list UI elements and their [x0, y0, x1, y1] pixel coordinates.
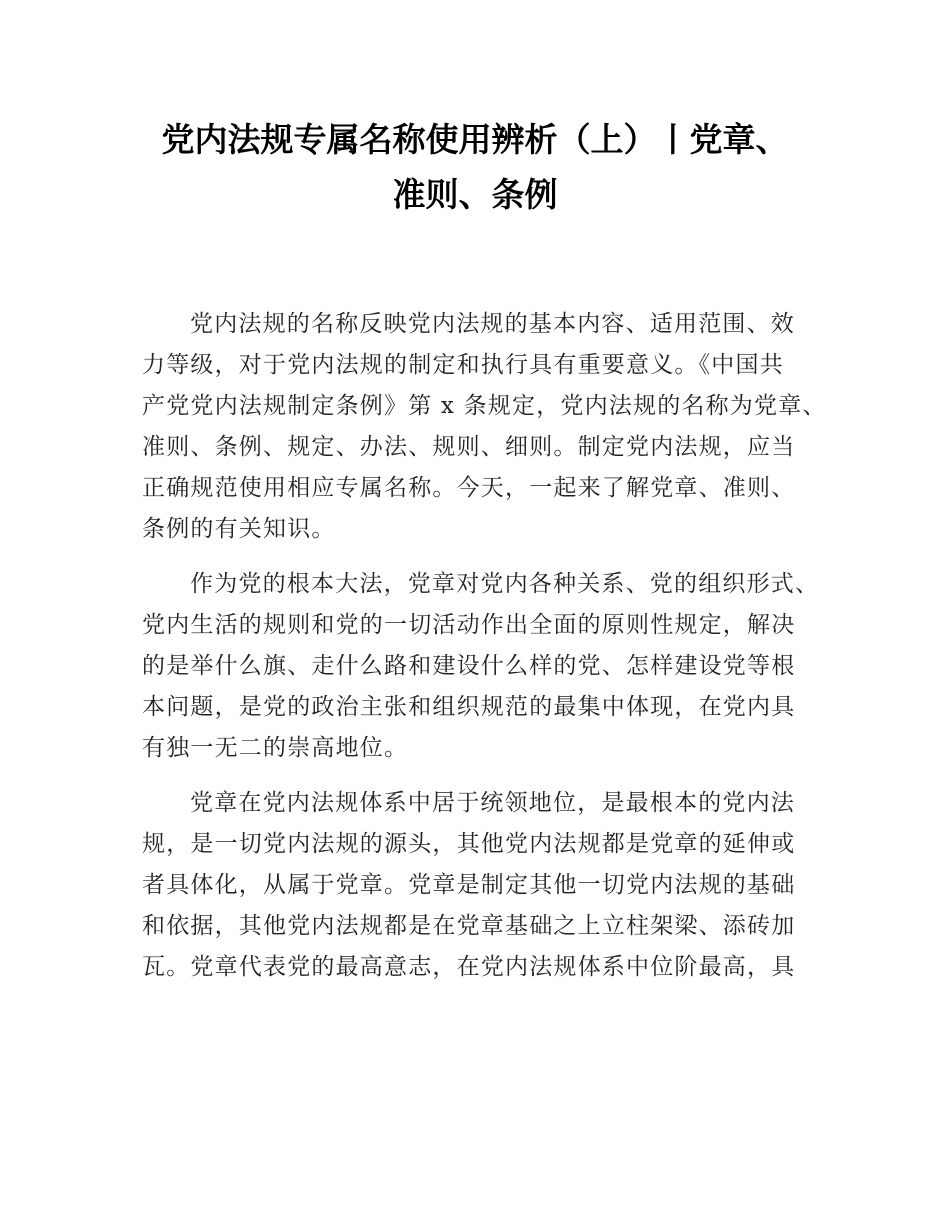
paragraph-line: 党内法规的名称反映党内法规的基本内容、适用范围、效 — [190, 311, 795, 337]
paragraph-line: 有独一无二的崇高地位。 — [142, 735, 409, 761]
document-body — [142, 304, 842, 1002]
paragraph-line: 瓦。党章代表党的最高意志，在党内法规体系中位阶最高，具 — [142, 954, 796, 980]
paragraph-line: 产党党内法规制定条例》第 x 条规定，党内法规的名称为党章、 — [142, 393, 827, 419]
document-title — [130, 112, 820, 222]
paragraph-line: 条例的有关知识。 — [142, 516, 336, 542]
paragraph-line: 作为党的根本大法，党章对党内各种关系、党的组织形式、 — [190, 571, 820, 597]
paragraph-line: 者具体化，从属于党章。党章是制定其他一切党内法规的基础 — [142, 872, 796, 898]
paragraph-1 — [142, 304, 842, 550]
paragraph-line: 正确规范使用相应专属名称。今天，一起来了解党章、准则、 — [142, 475, 796, 501]
paragraph-line: 党章在党内法规体系中居于统领地位，是最根本的党内法 — [190, 790, 795, 816]
paragraph-line: 力等级，对于党内法规的制定和执行具有重要意义。《中国共 — [142, 352, 784, 378]
paragraph-line: 的是举什么旗、走什么路和建设什么样的党、怎样建设党等根 — [142, 653, 796, 679]
paragraph-3 — [142, 783, 842, 988]
title-line-1: 党内法规专属名称使用辨析（上）丨党章、 — [161, 120, 789, 159]
paragraph-2 — [142, 564, 842, 769]
paragraph-line: 党内生活的规则和党的一切活动作出全面的原则性规定，解决 — [142, 612, 796, 638]
paragraph-line: 规，是一切党内法规的源头，其他党内法规都是党章的延伸或 — [142, 831, 796, 857]
title-line-2: 准则、条例 — [392, 175, 558, 214]
paragraph-line: 和依据，其他党内法规都是在党章基础之上立柱架梁、添砖加 — [142, 913, 796, 939]
paragraph-line: 本问题，是党的政治主张和组织规范的最集中体现，在党内具 — [142, 694, 796, 720]
paragraph-line: 准则、条例、规定、办法、规则、细则。制定党内法规，应当 — [142, 434, 796, 460]
